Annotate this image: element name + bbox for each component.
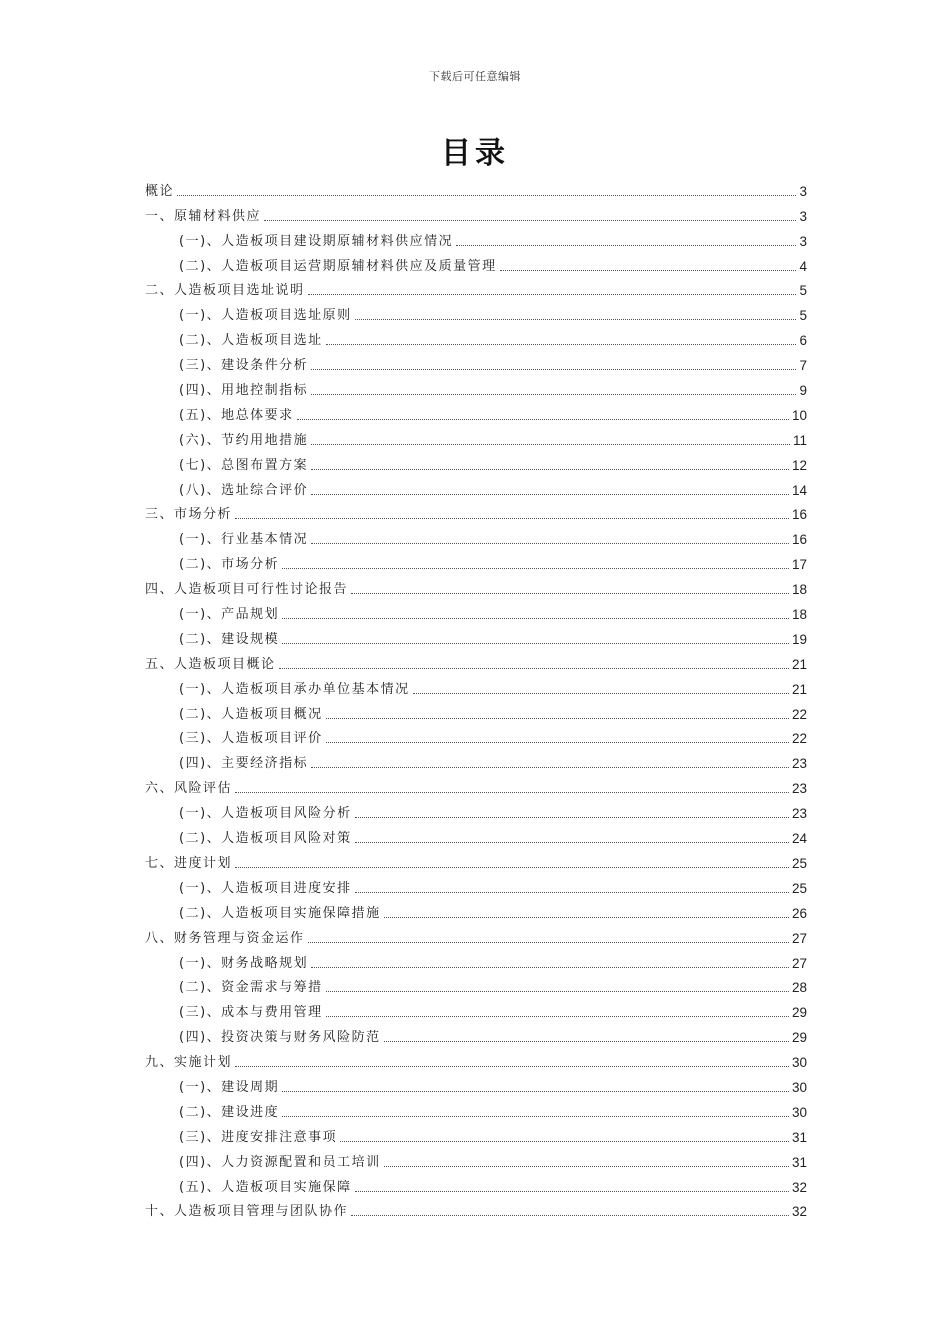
- toc-entry-page-number: 3: [799, 183, 807, 199]
- toc-entry-label: 九、实施计划: [145, 1055, 233, 1071]
- toc-entry[interactable]: [145, 251, 807, 276]
- toc-entry-label: (二)、建设规模: [179, 631, 280, 647]
- toc-entry-page-number: 16: [791, 532, 807, 548]
- toc-entry-label: (一)、行业基本情况: [179, 532, 309, 548]
- toc-entry[interactable]: [145, 699, 807, 724]
- toc-entry-page-number: 23: [791, 781, 807, 797]
- toc-entry[interactable]: [145, 798, 807, 823]
- toc-entry[interactable]: [145, 1022, 807, 1047]
- toc-entry[interactable]: [145, 599, 807, 624]
- toc-dot-leader: [500, 270, 797, 271]
- toc-entry-label: 一、原辅材料供应: [145, 208, 262, 224]
- toc-dot-leader: [355, 892, 789, 893]
- toc-entry-page-number: 3: [799, 208, 807, 224]
- toc-entry[interactable]: [145, 350, 807, 375]
- toc-entry-label: 五、人造板项目概论: [145, 656, 276, 672]
- toc-entry-label: (五)、地总体要求: [179, 407, 294, 423]
- toc-dot-leader: [311, 394, 796, 395]
- toc-entry[interactable]: [145, 948, 807, 973]
- toc-entry-label: (二)、建设进度: [179, 1104, 280, 1120]
- toc-entry-page-number: 27: [791, 930, 807, 946]
- toc-entry-page-number: 28: [791, 980, 807, 996]
- toc-entry-label: (七)、总图布置方案: [179, 457, 309, 473]
- toc-entry-label: (四)、人力资源配置和员工培训: [179, 1154, 381, 1170]
- toc-entry[interactable]: [145, 649, 807, 674]
- toc-entry[interactable]: [145, 549, 807, 574]
- toc-entry-page-number: 19: [791, 631, 807, 647]
- toc-entry-label: (二)、人造板项目概况: [179, 706, 323, 722]
- toc-dot-leader: [235, 518, 789, 519]
- toc-dot-leader: [311, 967, 789, 968]
- toc-entry[interactable]: [145, 823, 807, 848]
- toc-dot-leader: [282, 643, 789, 644]
- toc-entry[interactable]: [145, 1122, 807, 1147]
- toc-entry-page-number: 12: [791, 457, 807, 473]
- toc-entry-label: (一)、人造板项目风险分析: [179, 806, 352, 822]
- toc-entry-page-number: 25: [791, 855, 807, 871]
- toc-entry-label: (八)、选址综合评价: [179, 482, 309, 498]
- toc-dot-leader: [326, 1016, 789, 1017]
- toc-entry-page-number: 30: [791, 1104, 807, 1120]
- toc-entry[interactable]: [145, 1197, 807, 1222]
- toc-dot-leader: [308, 942, 789, 943]
- toc-dot-leader: [456, 245, 796, 246]
- toc-dot-leader: [311, 469, 789, 470]
- toc-dot-leader: [282, 1116, 789, 1117]
- toc-entry-page-number: 16: [791, 507, 807, 523]
- toc-entry[interactable]: [145, 325, 807, 350]
- toc-dot-leader: [413, 693, 789, 694]
- toc-entry[interactable]: [145, 773, 807, 798]
- toc-entry-page-number: 17: [791, 557, 807, 573]
- toc-dot-leader: [355, 319, 797, 320]
- toc-entry-page-number: 14: [791, 482, 807, 498]
- toc-entry-label: (三)、进度安排注意事项: [179, 1129, 338, 1145]
- toc-entry-page-number: 18: [791, 607, 807, 623]
- toc-entry[interactable]: [145, 997, 807, 1022]
- toc-entry-page-number: 21: [791, 656, 807, 672]
- toc-entry-page-number: 10: [791, 407, 807, 423]
- toc-dot-leader: [235, 792, 789, 793]
- toc-entry-page-number: 7: [799, 358, 807, 374]
- toc-entry-page-number: 32: [791, 1179, 807, 1195]
- toc-entry-page-number: 26: [791, 905, 807, 921]
- toc-entry-label: (五)、人造板项目实施保障: [179, 1179, 352, 1195]
- toc-entry-page-number: 11: [792, 432, 807, 448]
- toc-entry[interactable]: [145, 674, 807, 699]
- toc-entry-page-number: 29: [791, 1030, 807, 1046]
- toc-entry[interactable]: [145, 500, 807, 525]
- toc-entry-label: (一)、人造板项目承办单位基本情况: [179, 681, 410, 697]
- toc-entry-page-number: 3: [799, 233, 807, 249]
- toc-dot-leader: [355, 1191, 789, 1192]
- toc-dot-leader: [308, 294, 797, 295]
- toc-dot-leader: [282, 618, 789, 619]
- toc-entry[interactable]: [145, 276, 807, 301]
- toc-entry[interactable]: [145, 201, 807, 226]
- toc-entry[interactable]: [145, 400, 807, 425]
- toc-entry-page-number: 30: [791, 1055, 807, 1071]
- toc-dot-leader: [282, 568, 789, 569]
- toc-entry-page-number: 4: [799, 258, 807, 274]
- toc-entry-page-number: 9: [799, 383, 807, 399]
- toc-entry-page-number: 27: [791, 955, 807, 971]
- toc-entry[interactable]: [145, 450, 807, 475]
- toc-entry-page-number: 23: [791, 756, 807, 772]
- toc-entry-page-number: 29: [791, 1005, 807, 1021]
- toc-entry-label: (三)、建设条件分析: [179, 358, 309, 374]
- toc-entry[interactable]: [145, 624, 807, 649]
- toc-entry[interactable]: [145, 923, 807, 948]
- toc-entry-label: (三)、人造板项目评价: [179, 731, 323, 747]
- toc-entry-page-number: 21: [791, 681, 807, 697]
- toc-entry-page-number: 22: [791, 731, 807, 747]
- page-title: 目录: [441, 136, 509, 171]
- toc-dot-leader: [311, 444, 790, 445]
- toc-entry-page-number: 25: [791, 880, 807, 896]
- toc-entry-label: (一)、人造板项目进度安排: [179, 880, 352, 896]
- toc-entry[interactable]: [145, 873, 807, 898]
- toc-entry-label: (二)、人造板项目运营期原辅材料供应及质量管理: [179, 258, 497, 274]
- toc-entry-page-number: 24: [791, 831, 807, 847]
- toc-dot-leader: [326, 344, 797, 345]
- toc-entry[interactable]: [145, 524, 807, 549]
- toc-entry-label: 十、人造板项目管理与团队协作: [145, 1204, 349, 1220]
- toc-entry-page-number: 5: [799, 308, 807, 324]
- toc-entry[interactable]: [145, 574, 807, 599]
- toc-dot-leader: [279, 668, 789, 669]
- toc-entry-label: (一)、建设周期: [179, 1079, 280, 1095]
- toc-dot-leader: [326, 991, 789, 992]
- toc-dot-leader: [264, 220, 796, 221]
- toc-entry[interactable]: [145, 1147, 807, 1172]
- toc-entry[interactable]: [145, 425, 807, 450]
- toc-dot-leader: [326, 742, 789, 743]
- toc-dot-leader: [384, 1166, 789, 1167]
- toc-dot-leader: [351, 593, 789, 594]
- toc-dot-leader: [355, 842, 789, 843]
- page-header: 下载后可任意编辑: [429, 70, 521, 83]
- toc-entry-label: 四、人造板项目可行性讨论报告: [145, 582, 349, 598]
- toc-entry-label: 二、人造板项目选址说明: [145, 283, 305, 299]
- toc-dot-leader: [311, 369, 796, 370]
- toc-entry-label: 七、进度计划: [145, 855, 233, 871]
- toc-entry[interactable]: [145, 226, 807, 251]
- toc-entry[interactable]: [145, 848, 807, 873]
- toc-entry[interactable]: [145, 973, 807, 998]
- toc-entry-label: (二)、人造板项目风险对策: [179, 831, 352, 847]
- toc-entry-page-number: 31: [791, 1154, 807, 1170]
- toc-entry-page-number: 22: [791, 706, 807, 722]
- toc-entry-page-number: 32: [791, 1204, 807, 1220]
- toc-entry[interactable]: [145, 176, 807, 201]
- toc-entry-label: (六)、节约用地措施: [179, 432, 309, 448]
- toc-entry-label: (一)、财务战略规划: [179, 955, 309, 971]
- toc-dot-leader: [311, 543, 789, 544]
- toc-dot-leader: [282, 1091, 789, 1092]
- toc-entry-label: 六、风险评估: [145, 781, 233, 797]
- toc-entry[interactable]: [145, 1047, 807, 1072]
- toc-entry[interactable]: [145, 375, 807, 400]
- toc-entry-label: 概论: [145, 183, 175, 199]
- toc-entry-label: (四)、主要经济指标: [179, 756, 309, 772]
- toc-entry-label: (一)、人造板项目选址原则: [179, 308, 352, 324]
- toc-entry-page-number: 5: [799, 283, 807, 299]
- toc-entry-page-number: 23: [791, 806, 807, 822]
- toc-entry-label: (二)、市场分析: [179, 557, 280, 573]
- toc-entry-label: (二)、人造板项目实施保障措施: [179, 905, 381, 921]
- toc-dot-leader: [235, 867, 789, 868]
- toc-dot-leader: [177, 195, 796, 196]
- toc-entry-label: 八、财务管理与资金运作: [145, 930, 305, 946]
- toc-entry[interactable]: [145, 1172, 807, 1197]
- toc-dot-leader: [311, 767, 789, 768]
- toc-dot-leader: [235, 1066, 789, 1067]
- toc-entry-page-number: 18: [791, 582, 807, 598]
- toc-entry-label: (四)、用地控制指标: [179, 383, 309, 399]
- toc-entry-label: (一)、人造板项目建设期原辅材料供应情况: [179, 233, 454, 249]
- toc-entry-label: (二)、资金需求与筹措: [179, 980, 323, 996]
- toc-dot-leader: [326, 718, 789, 719]
- toc-entry[interactable]: [145, 748, 807, 773]
- toc-entry-page-number: 31: [791, 1129, 807, 1145]
- toc-dot-leader: [340, 1141, 789, 1142]
- toc-entry[interactable]: [145, 475, 807, 500]
- table-of-contents: [145, 176, 807, 1221]
- toc-entry[interactable]: [145, 1097, 807, 1122]
- toc-dot-leader: [351, 1215, 789, 1216]
- toc-dot-leader: [384, 1041, 789, 1042]
- toc-entry-label: (二)、人造板项目选址: [179, 333, 323, 349]
- toc-dot-leader: [297, 419, 789, 420]
- toc-entry-label: (四)、投资决策与财务风险防范: [179, 1030, 381, 1046]
- toc-entry-label: (一)、产品规划: [179, 607, 280, 623]
- toc-entry[interactable]: [145, 724, 807, 749]
- toc-entry-label: 三、市场分析: [145, 507, 233, 523]
- toc-entry[interactable]: [145, 898, 807, 923]
- toc-entry[interactable]: [145, 1072, 807, 1097]
- toc-entry-page-number: 6: [799, 333, 807, 349]
- toc-dot-leader: [355, 817, 789, 818]
- toc-entry[interactable]: [145, 300, 807, 325]
- toc-entry-page-number: 30: [791, 1079, 807, 1095]
- toc-entry-label: (三)、成本与费用管理: [179, 1005, 323, 1021]
- toc-dot-leader: [311, 494, 789, 495]
- toc-dot-leader: [384, 917, 789, 918]
